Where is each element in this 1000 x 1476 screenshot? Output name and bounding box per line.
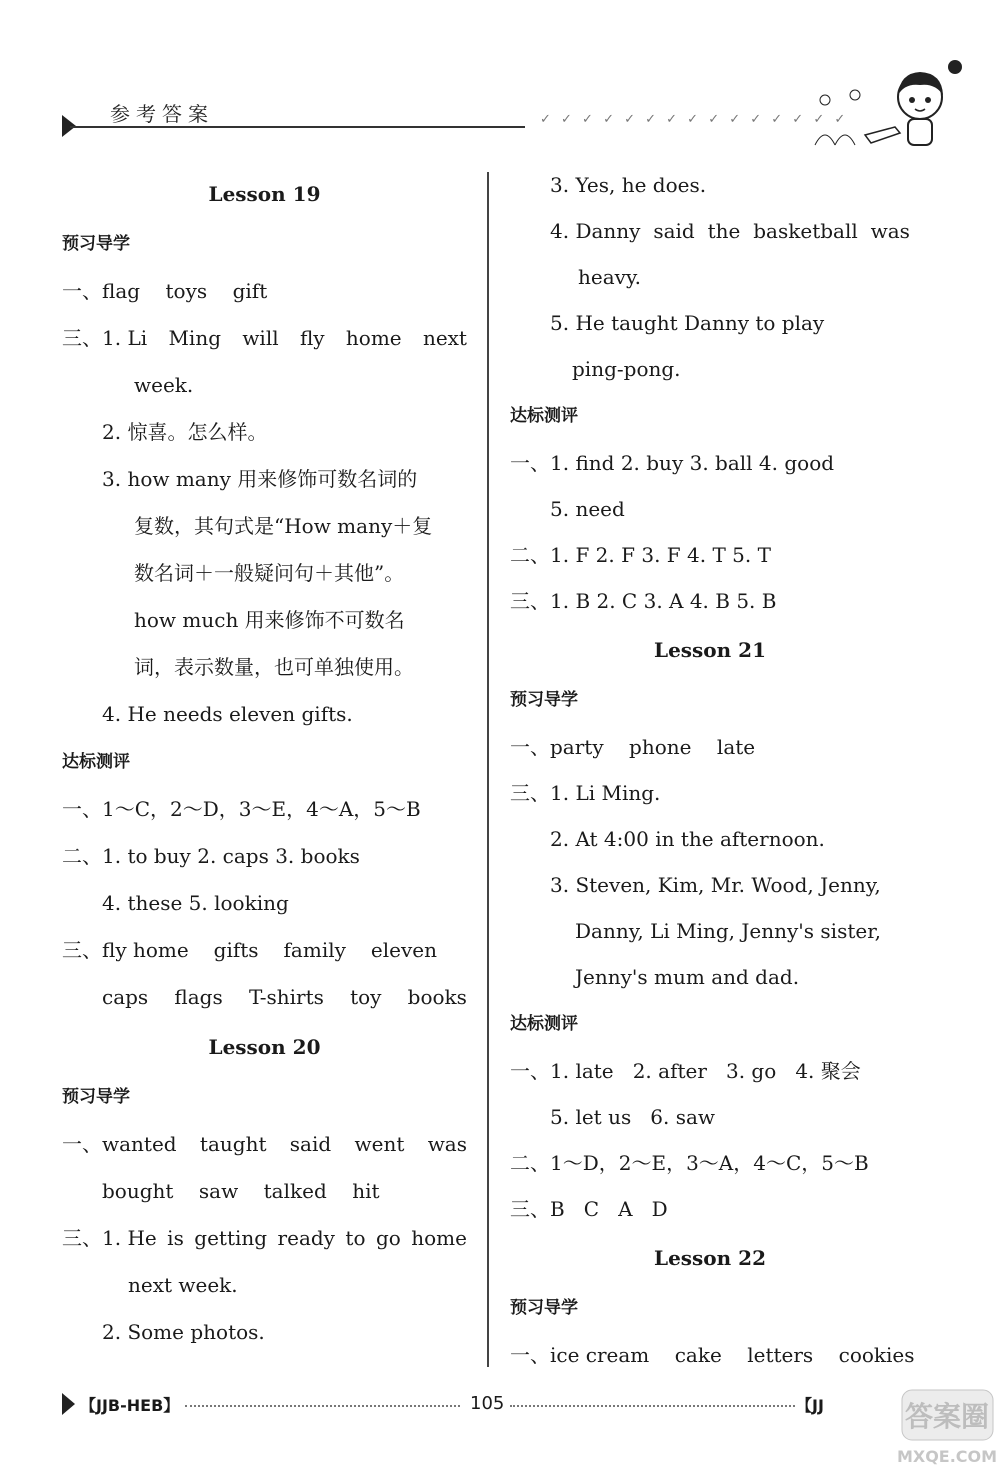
answer-line: 一、flag toys gift [62, 279, 268, 303]
answer-line: 数名词＋一般疑问句＋其他”。 [134, 561, 405, 585]
column-divider [487, 172, 489, 1367]
answer-line: 词，表示数量，也可单独使用。 [134, 655, 414, 679]
section-heading: 达标测评 [510, 1014, 578, 1034]
answer-line: 三、1. Li Ming will fly home next [62, 326, 467, 350]
section-heading: 预习导学 [62, 1087, 130, 1107]
answer-line: Jenny's mum and dad. [575, 965, 800, 989]
answer-line: 二、1. to buy 2. caps 3. books [62, 844, 360, 868]
section-heading: 预习导学 [510, 1298, 578, 1318]
answer-line: 5. let us 6. saw [550, 1105, 716, 1129]
header-decoration: ✓ ✓ ✓ ✓ ✓ ✓ ✓ ✓ ✓ ✓ ✓ ✓ ✓ ✓ ✓ [540, 112, 849, 127]
left-column [62, 168, 467, 1356]
answer-line: 一、ice cream cake letters cookies [510, 1343, 915, 1367]
answer-line: next week. [128, 1273, 238, 1297]
lesson-22-title: Lesson 22 [654, 1246, 766, 1270]
watermark-logo-icon [896, 1388, 998, 1468]
answer-line: 4. Danny said the basketball was [550, 219, 910, 243]
answer-line: 二、1～D，2～E，3～A，4～C，5～B [510, 1151, 869, 1175]
page-footer [0, 1385, 1000, 1425]
footer-book-code: 【JJB-HEB】 [80, 1396, 180, 1415]
answer-line: bought saw talked hit [102, 1179, 380, 1203]
answer-line: 3. how many 用来修饰可数名词的 [102, 467, 418, 491]
lesson-21-title: Lesson 21 [654, 638, 766, 662]
answer-line: 3. Yes, he does. [550, 173, 707, 197]
svg-text:MXQE.COM: MXQE.COM [896, 1447, 998, 1466]
answer-line: 复数，其句式是“How many＋复 [134, 514, 433, 538]
section-heading: 预习导学 [62, 234, 130, 254]
header-rule [70, 126, 525, 128]
section-heading: 预习导学 [510, 690, 578, 710]
answer-line: 二、1. F 2. F 3. F 4. T 5. T [510, 543, 771, 567]
answer-line: 一、1. late 2. after 3. go 4. 聚会 [510, 1059, 861, 1083]
header-title: 参考答案 [110, 102, 214, 126]
answer-line: 三、1. B 2. C 3. A 4. B 5. B [510, 589, 777, 613]
answer-line: 一、1. find 2. buy 3. ball 4. good [510, 451, 835, 475]
right-column [510, 162, 915, 1378]
lesson-20-title: Lesson 20 [208, 1035, 321, 1059]
footer-dotted-rule [185, 1405, 460, 1407]
footer-dotted-rule [510, 1405, 795, 1407]
answer-line: how much 用来修饰不可数名 [134, 608, 405, 632]
answer-line: 5. He taught Danny to play [550, 311, 825, 335]
answer-line: 三、1. Li Ming. [510, 781, 661, 805]
answer-line: ping-pong. [572, 357, 681, 381]
answer-line: 一、wanted taught said went was [62, 1132, 467, 1156]
section-heading: 达标测评 [510, 406, 578, 426]
page-header [0, 0, 1000, 160]
answer-line: heavy. [578, 265, 641, 289]
cartoon-girl-icon [805, 55, 965, 155]
answer-line: week. [134, 373, 194, 397]
answer-line: 4. He needs eleven gifts. [102, 702, 353, 726]
section-heading: 达标测评 [62, 752, 130, 772]
answer-line: 一、party phone late [510, 735, 756, 759]
page-number: 105 [470, 1393, 505, 1414]
answer-line: 4. these 5. looking [102, 891, 289, 915]
answer-line: 5. need [550, 497, 625, 521]
answer-line: caps flags T-shirts toy books [102, 985, 467, 1009]
answer-line: 2. At 4:00 in the afternoon. [550, 827, 825, 851]
answer-line: 3. Steven, Kim, Mr. Wood, Jenny, [550, 873, 881, 897]
lesson-19-title: Lesson 19 [208, 182, 321, 206]
answer-line: 一、1～C，2～D，3～E，4～A，5～B [62, 797, 421, 821]
answer-line: Danny, Li Ming, Jenny's sister, [575, 919, 881, 943]
answer-line: 三、fly home gifts family eleven [62, 938, 437, 962]
svg-text:答案圈: 答案圈 [904, 1400, 990, 1433]
answer-line: 2. 惊喜。怎么样。 [102, 420, 268, 444]
footer-arrow-icon [62, 1393, 75, 1415]
answer-line: 三、1. He is getting ready to go home [62, 1226, 467, 1250]
answer-line: 三、B C A D [510, 1197, 668, 1221]
answer-line: 2. Some photos. [102, 1320, 265, 1344]
footer-book-code-right: 【JJ [796, 1396, 824, 1415]
